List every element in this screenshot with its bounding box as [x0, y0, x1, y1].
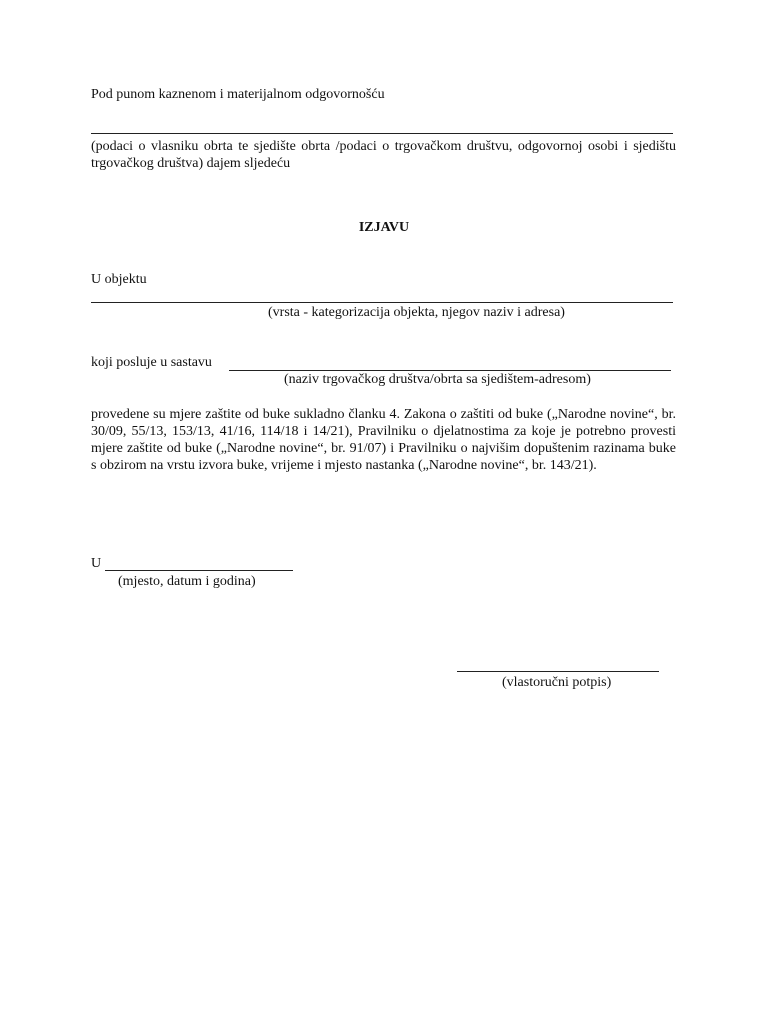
owner-info-text: (podaci o vlasniku obrta te sjedište obrta /podaci o trgovačkom društvu, odgovornoj osobi i sjedištu trgovačkog društva) dajem sljedeću [91, 139, 676, 171]
signature-caption: (vlastoručni potpis) [502, 675, 612, 690]
object-blank-line [91, 302, 673, 303]
place-caption: (mjesto, datum i godina) [118, 574, 256, 589]
operates-blank-line [229, 370, 671, 371]
signature-blank-line [457, 671, 659, 672]
place-blank-line [105, 570, 293, 571]
body-text: provedene su mjere zaštite od buke sukladno članku 4. Zakona o zaštiti od buke („Narodne novine“, br. 30/09, 55/13, 153/13, 41/16, 114/18 i 14/21), Pravilniku o djelatnostima za koje je potrebno provesti mjere zaštite od buke („Narodne novine“, br. 91/07) i Pravilniku o najvišim dopuštenim razinama buke s obzirom na vrstu izvora buke, vrijeme i mjesto nastanka („Narodne novine“, br. 143/21). [91, 407, 676, 473]
object-label: U objektu [91, 272, 147, 287]
operates-label: koji posluje u sastavu [91, 355, 212, 370]
intro-text: Pod punom kaznenom i materijalnom odgovornošću [91, 87, 385, 102]
owner-info-blank-line [91, 133, 673, 134]
place-label: U [91, 556, 102, 571]
operates-caption: (naziv trgovačkog društva/obrta sa sjedištem-adresom) [284, 372, 591, 387]
object-caption: (vrsta - kategorizacija objekta, njegov naziv i adresa) [268, 305, 565, 320]
document-title: IZJAVU [358, 220, 410, 235]
